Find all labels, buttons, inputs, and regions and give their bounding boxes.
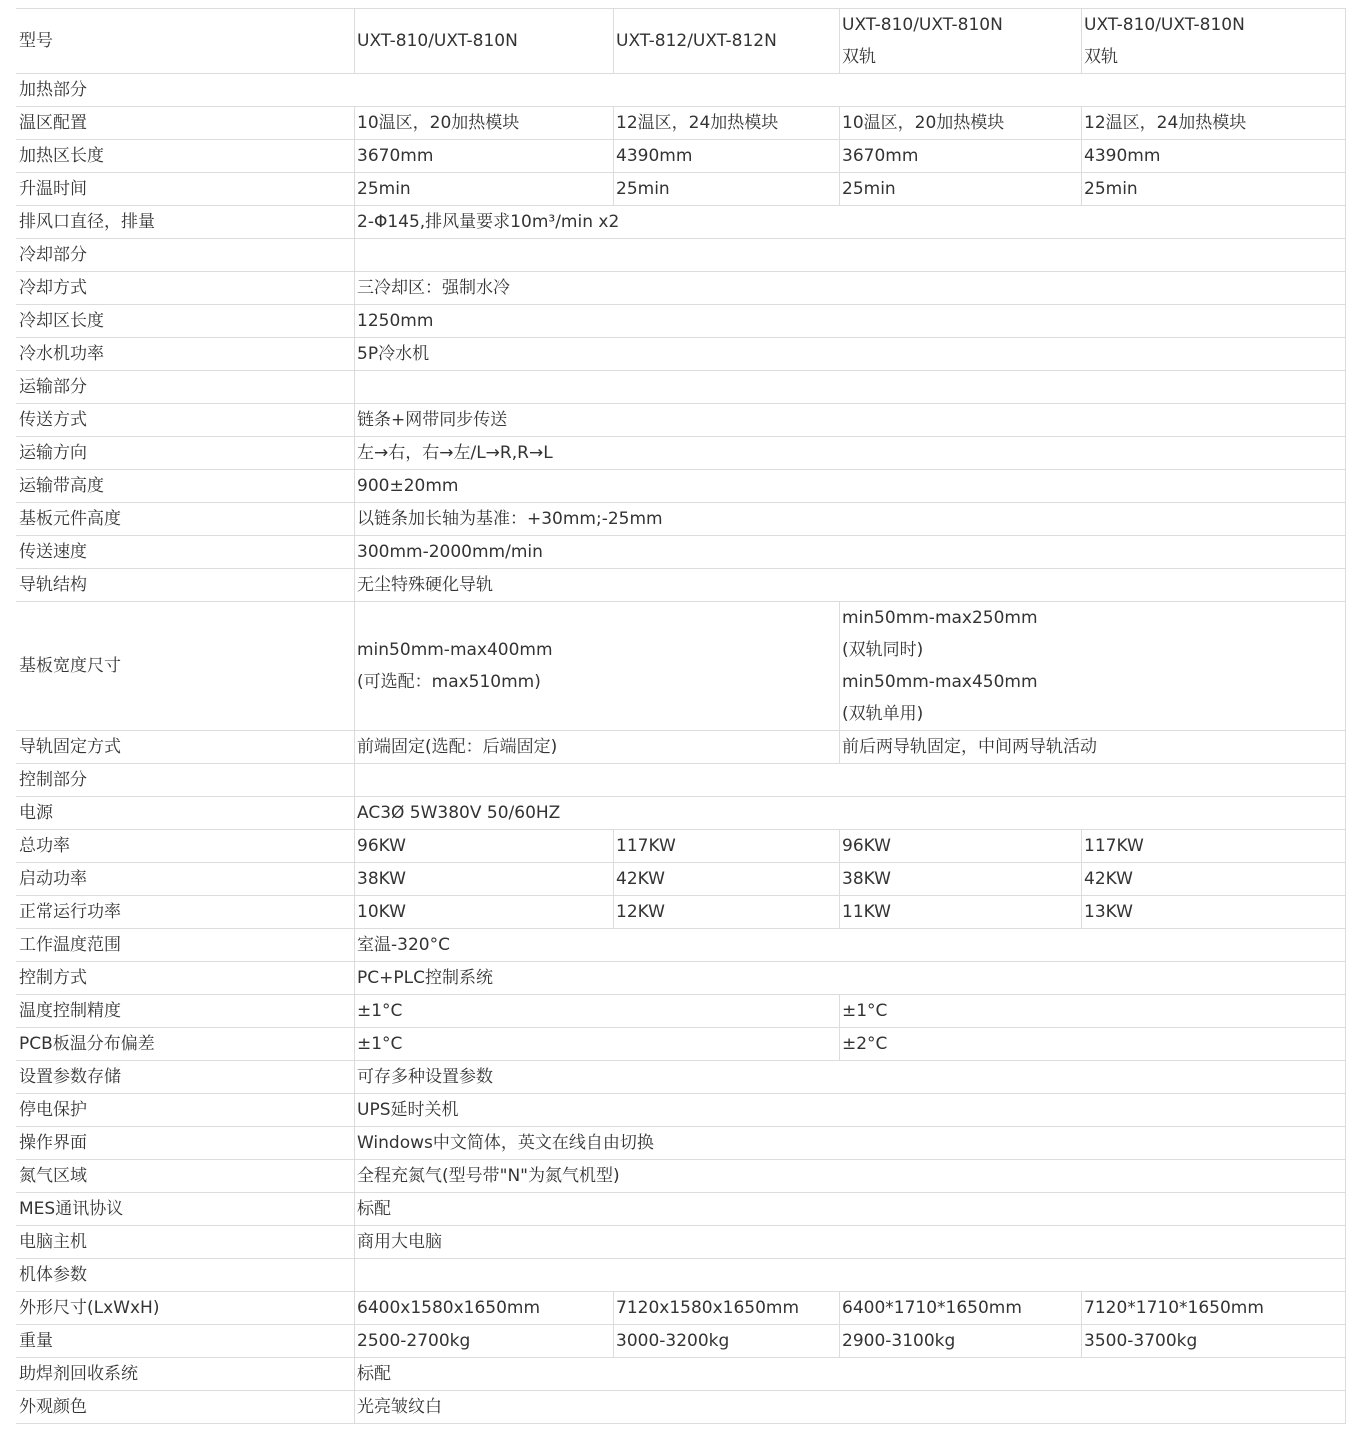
model-header-cell	[355, 9, 614, 74]
row-label: 电源	[17, 797, 355, 830]
value-cell: 7120*1710*1650mm	[1082, 1292, 1346, 1325]
row-label: 停电保护	[17, 1094, 355, 1127]
value-cell: PC+PLC控制系统	[355, 962, 1346, 995]
value-cell: 10温区，20加热模块	[840, 107, 1082, 140]
cell-line: 双轨	[1084, 47, 1118, 67]
value-cell: 室温-320°C	[355, 929, 1346, 962]
row-label: PCB板温分布偏差	[17, 1028, 355, 1061]
row-label: MES通讯协议	[17, 1193, 355, 1226]
value-cell: 标配	[355, 1193, 1346, 1226]
value-cell: 商用大电脑	[355, 1226, 1346, 1259]
section-row	[17, 764, 1346, 797]
value-cell: 前后两导轨固定，中间两导轨活动	[840, 731, 1346, 764]
cell-line: UXT-810/UXT-810N	[1084, 15, 1245, 35]
table-row	[17, 173, 1346, 206]
value-cell: 6400*1710*1650mm	[840, 1292, 1082, 1325]
value-cell: 42KW	[614, 863, 840, 896]
table-row	[17, 1160, 1346, 1193]
section-label: 运输部分	[17, 371, 355, 404]
model-header-cell	[840, 9, 1082, 74]
row-label: 外观颜色	[17, 1391, 355, 1424]
section-label: 机体参数	[17, 1259, 355, 1292]
row-label: 设置参数存储	[17, 1061, 355, 1094]
section-label: 控制部分	[17, 764, 355, 797]
row-label: 排风口直径，排量	[17, 206, 355, 239]
value-cell: 3000-3200kg	[614, 1325, 840, 1358]
value-cell: 全程充氮气(型号带"N"为氮气机型)	[355, 1160, 1346, 1193]
section-row	[17, 239, 1346, 272]
table-row	[17, 338, 1346, 371]
header-row	[17, 9, 1346, 74]
row-label: 正常运行功率	[17, 896, 355, 929]
value-cell: 12温区，24加热模块	[614, 107, 840, 140]
value-cell: 25min	[1082, 173, 1346, 206]
table-row	[17, 140, 1346, 173]
row-label: 氮气区域	[17, 1160, 355, 1193]
table-row	[17, 1292, 1346, 1325]
table-row	[17, 929, 1346, 962]
section-label: 冷却部分	[17, 239, 355, 272]
value-cell: 13KW	[1082, 896, 1346, 929]
table-row	[17, 830, 1346, 863]
value-cell: 光亮皱纹白	[355, 1391, 1346, 1424]
value-cell: 117KW	[614, 830, 840, 863]
cell-line: UXT-810/UXT-810N	[842, 15, 1003, 35]
cell-line: min50mm-max250mm	[842, 608, 1038, 628]
row-label: 导轨结构	[17, 569, 355, 602]
table-row	[17, 995, 1346, 1028]
value-cell: UPS延时关机	[355, 1094, 1346, 1127]
value-cell: 2500-2700kg	[355, 1325, 614, 1358]
section-row	[17, 371, 1346, 404]
table-row	[17, 896, 1346, 929]
value-cell: 无尘特殊硬化导轨	[355, 569, 1346, 602]
value-cell: 3500-3700kg	[1082, 1325, 1346, 1358]
value-cell: ±2°C	[840, 1028, 1346, 1061]
table-row	[17, 962, 1346, 995]
value-cell	[840, 602, 1346, 731]
cell-line: 双轨	[842, 47, 876, 67]
section-blank-cell	[355, 764, 1346, 797]
header-label-cell: 型号	[17, 9, 355, 74]
value-cell: ±1°C	[355, 1028, 840, 1061]
cell-line: UXT-810/UXT-810N	[357, 31, 518, 51]
row-label: 传送方式	[17, 404, 355, 437]
section-blank-cell	[355, 239, 1346, 272]
row-label: 传送速度	[17, 536, 355, 569]
row-label: 冷却方式	[17, 272, 355, 305]
value-cell: 4390mm	[1082, 140, 1346, 173]
value-cell: 2-Φ145,排风量要求10m³/min x2	[355, 206, 1346, 239]
value-cell: 10温区，20加热模块	[355, 107, 614, 140]
cell-line: (双轨单用)	[842, 704, 924, 724]
value-cell: AC3Ø 5W380V 50/60HZ	[355, 797, 1346, 830]
row-label: 启动功率	[17, 863, 355, 896]
table-row	[17, 797, 1346, 830]
table-row	[17, 1325, 1346, 1358]
value-cell: Windows中文简体，英文在线自由切换	[355, 1127, 1346, 1160]
value-cell: 38KW	[840, 863, 1082, 896]
value-cell: 4390mm	[614, 140, 840, 173]
table-row	[17, 1028, 1346, 1061]
table-row	[17, 107, 1346, 140]
value-cell: ±1°C	[840, 995, 1346, 1028]
value-cell: 1250mm	[355, 305, 1346, 338]
table-row	[17, 602, 1346, 731]
row-label: 温区配置	[17, 107, 355, 140]
row-label: 温度控制精度	[17, 995, 355, 1028]
section-row	[17, 74, 1346, 107]
cell-line: min50mm-max450mm	[842, 672, 1038, 692]
table-row	[17, 503, 1346, 536]
value-cell: 900±20mm	[355, 470, 1346, 503]
value-cell: 96KW	[840, 830, 1082, 863]
value-cell: 25min	[355, 173, 614, 206]
value-cell: 2900-3100kg	[840, 1325, 1082, 1358]
model-header-cell	[1082, 9, 1346, 74]
row-label: 总功率	[17, 830, 355, 863]
row-label: 助焊剂回收系统	[17, 1358, 355, 1391]
table-row	[17, 863, 1346, 896]
row-label: 冷水机功率	[17, 338, 355, 371]
row-label: 升温时间	[17, 173, 355, 206]
model-header-cell	[614, 9, 840, 74]
table-row	[17, 536, 1346, 569]
value-cell: 12KW	[614, 896, 840, 929]
value-cell: ±1°C	[355, 995, 840, 1028]
table-row	[17, 1094, 1346, 1127]
table-row	[17, 1061, 1346, 1094]
section-row	[17, 1259, 1346, 1292]
row-label: 外形尺寸(LxWxH)	[17, 1292, 355, 1325]
table-row	[17, 404, 1346, 437]
table-row	[17, 272, 1346, 305]
value-cell: 25min	[840, 173, 1082, 206]
value-cell: 25min	[614, 173, 840, 206]
value-cell: 7120x1580x1650mm	[614, 1292, 840, 1325]
cell-line: (双轨同时)	[842, 640, 924, 660]
row-label: 运输带高度	[17, 470, 355, 503]
table-row	[17, 1193, 1346, 1226]
value-cell: 96KW	[355, 830, 614, 863]
value-cell: 标配	[355, 1358, 1346, 1391]
table-row	[17, 569, 1346, 602]
row-label: 加热区长度	[17, 140, 355, 173]
section-blank-cell	[355, 371, 1346, 404]
table-row	[17, 1391, 1346, 1424]
cell-line: UXT-812/UXT-812N	[616, 31, 777, 51]
row-label: 电脑主机	[17, 1226, 355, 1259]
value-cell: 链条+网带同步传送	[355, 404, 1346, 437]
table-row	[17, 437, 1346, 470]
table-row	[17, 1127, 1346, 1160]
value-cell: 300mm-2000mm/min	[355, 536, 1346, 569]
value-cell: 可存多种设置参数	[355, 1061, 1346, 1094]
value-cell: 3670mm	[355, 140, 614, 173]
cell-line: (可选配：max510mm)	[357, 672, 541, 692]
value-cell: 以链条加长轴为基准：+30mm;-25mm	[355, 503, 1346, 536]
table-row	[17, 206, 1346, 239]
row-label: 重量	[17, 1325, 355, 1358]
section-blank-cell	[355, 1259, 1346, 1292]
row-label: 导轨固定方式	[17, 731, 355, 764]
value-cell: 左→右，右→左/L→R,R→L	[355, 437, 1346, 470]
table-row	[17, 470, 1346, 503]
cell-line: min50mm-max400mm	[357, 640, 553, 660]
section-label: 加热部分	[17, 74, 1346, 107]
table-row	[17, 305, 1346, 338]
value-cell: 前端固定(选配：后端固定)	[355, 731, 840, 764]
value-cell: 42KW	[1082, 863, 1346, 896]
row-label: 控制方式	[17, 962, 355, 995]
value-cell: 三冷却区：强制水冷	[355, 272, 1346, 305]
value-cell: 10KW	[355, 896, 614, 929]
row-label: 冷却区长度	[17, 305, 355, 338]
value-cell: 117KW	[1082, 830, 1346, 863]
spec-table-body	[17, 9, 1346, 1424]
table-row	[17, 1358, 1346, 1391]
value-cell: 5P冷水机	[355, 338, 1346, 371]
row-label: 基板元件高度	[17, 503, 355, 536]
row-label: 操作界面	[17, 1127, 355, 1160]
value-cell: 6400x1580x1650mm	[355, 1292, 614, 1325]
row-label: 工作温度范围	[17, 929, 355, 962]
value-cell: 11KW	[840, 896, 1082, 929]
value-cell: 3670mm	[840, 140, 1082, 173]
value-cell: 12温区，24加热模块	[1082, 107, 1346, 140]
value-cell	[355, 602, 840, 731]
row-label: 基板宽度尺寸	[17, 602, 355, 731]
row-label: 运输方向	[17, 437, 355, 470]
spec-table	[16, 8, 1346, 1424]
value-cell: 38KW	[355, 863, 614, 896]
table-row	[17, 731, 1346, 764]
table-row	[17, 1226, 1346, 1259]
